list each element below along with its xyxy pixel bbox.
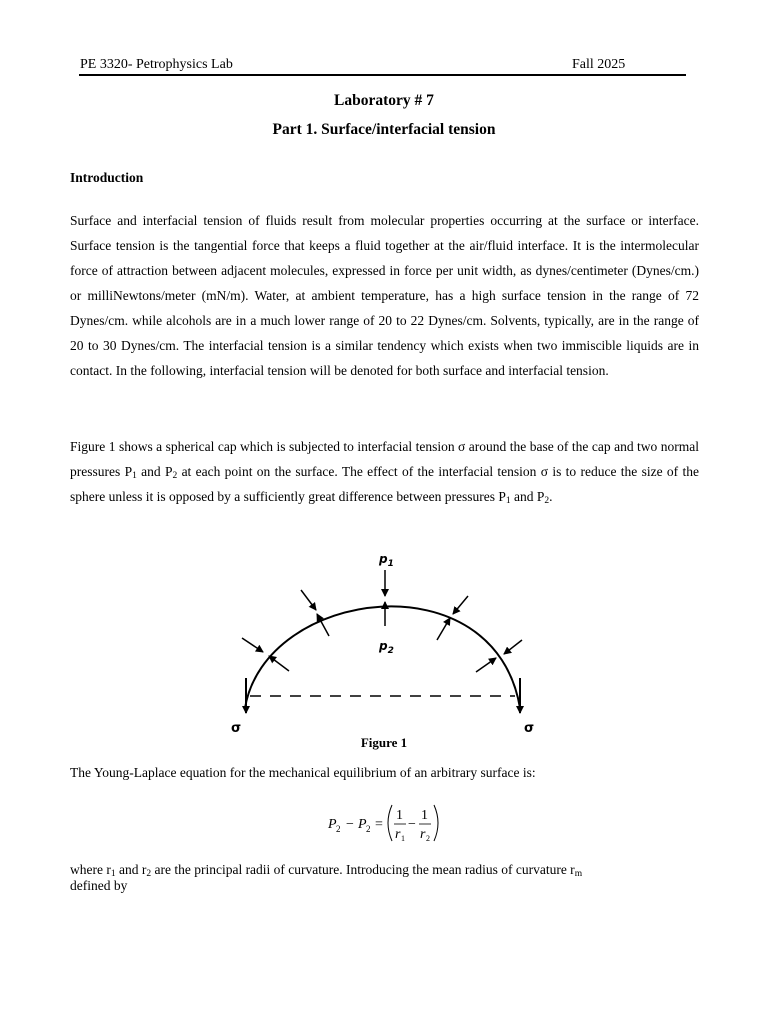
para2-text-e: . (549, 489, 553, 504)
p1-arrow-upper-left (301, 590, 316, 610)
para2-sub-4: 2 (544, 496, 550, 506)
svg-text:r: r (395, 827, 401, 842)
svg-text:r: r (420, 827, 426, 842)
closing-text-a: where r (70, 862, 111, 877)
closing-text-c: are the principal radii of curvature. Introducing the mean radius of curvature r (151, 862, 575, 877)
label-p2: $p_2$ (379, 639, 394, 656)
spherical-cap-figure (225, 548, 545, 738)
closing-sub-m: m (574, 869, 583, 879)
svg-text:1: 1 (401, 834, 405, 843)
svg-text:−: − (408, 817, 416, 832)
label-sigma-left: σ (231, 721, 242, 736)
header-rule (79, 74, 686, 76)
p2-arrow-upper-right (437, 618, 450, 640)
p1-arrow-upper-right (453, 596, 468, 614)
header-term: Fall 2025 (572, 57, 626, 72)
para2-text-b: and P (136, 464, 173, 479)
para2-sub-2: 2 (172, 471, 178, 481)
lab-title: Laboratory # 7 (334, 92, 434, 109)
svg-text:−: − (346, 817, 354, 832)
svg-text:=: = (375, 817, 383, 832)
para2-text-c: at each point on the surface. The effect of the interfacial tension σ is to reduce the size of the sphere unless it is opposed by a sufficiently great difference between pressures P (70, 464, 699, 504)
p1-arrow-lower-right (504, 640, 522, 654)
part-title: Part 1. Surface/interfacial tension (272, 121, 496, 138)
svg-text:P: P (328, 817, 337, 832)
closing-paragraph (70, 862, 690, 894)
svg-text:P: P (358, 817, 367, 832)
label-p1: $p_1$ (379, 552, 394, 569)
para2-text-a: Figure 1 shows a spherical cap which is subjected to interfacial tension σ around the base of the cap and two normal pressures P (70, 439, 699, 479)
label-sigma-right: σ (524, 721, 535, 736)
young-laplace-intro: The Young-Laplace equation for the mechanical equilibrium of an arbitrary surface is: (70, 765, 536, 780)
p2-arrow-lower-right (476, 658, 496, 672)
introduction-heading: Introduction (70, 170, 144, 185)
para2-sub-1: 1 (132, 471, 137, 481)
para2-sub-3: 1 (505, 496, 511, 506)
closing-sub-1: 1 (110, 869, 116, 879)
svg-text:1: 1 (421, 808, 428, 823)
closing-text-e: defined by (70, 878, 128, 893)
closing-text-b: and r (115, 862, 147, 877)
svg-text:1: 1 (396, 808, 403, 823)
figure-caption: Figure 1 (360, 735, 408, 750)
header-course: PE 3320- Petrophysics Lab (80, 57, 233, 72)
svg-text:2: 2 (336, 824, 341, 834)
introduction-paragraph-2 (70, 434, 699, 509)
para2-text-d: and P (510, 489, 545, 504)
svg-text:2: 2 (366, 824, 371, 834)
svg-text:2: 2 (426, 834, 430, 843)
cap-arc (245, 606, 520, 708)
young-laplace-equation (322, 800, 452, 846)
closing-sub-2: 2 (146, 869, 152, 879)
introduction-paragraph-1: Surface and interfacial tension of fluids result from molecular properties occurring at the surface or interface. Surface tension is the tangential force that keeps a fluid together at the air/fluid interface. It is the intermolecular force of attraction between adjacent molecules, expressed in force per unit width, as dynes/centimeter (Dynes/cm.) or milliNewtons/meter (mN/m). Water, at ambient temperature, has a high surface tension in the range of 72 Dynes/cm. while alcohols are in a much lower range of 20 to 22 Dynes/cm. Solvents, typically, are in the range of 20 to 30 Dynes/cm. The interfacial tension is a similar tendency which exists when two immiscible liquids are in contact. In the following, interfacial tension will be denoted for both surface and interfacial tension. (70, 213, 699, 378)
p1-arrow-lower-left (242, 638, 263, 652)
p2-arrow-lower-left (269, 656, 289, 671)
